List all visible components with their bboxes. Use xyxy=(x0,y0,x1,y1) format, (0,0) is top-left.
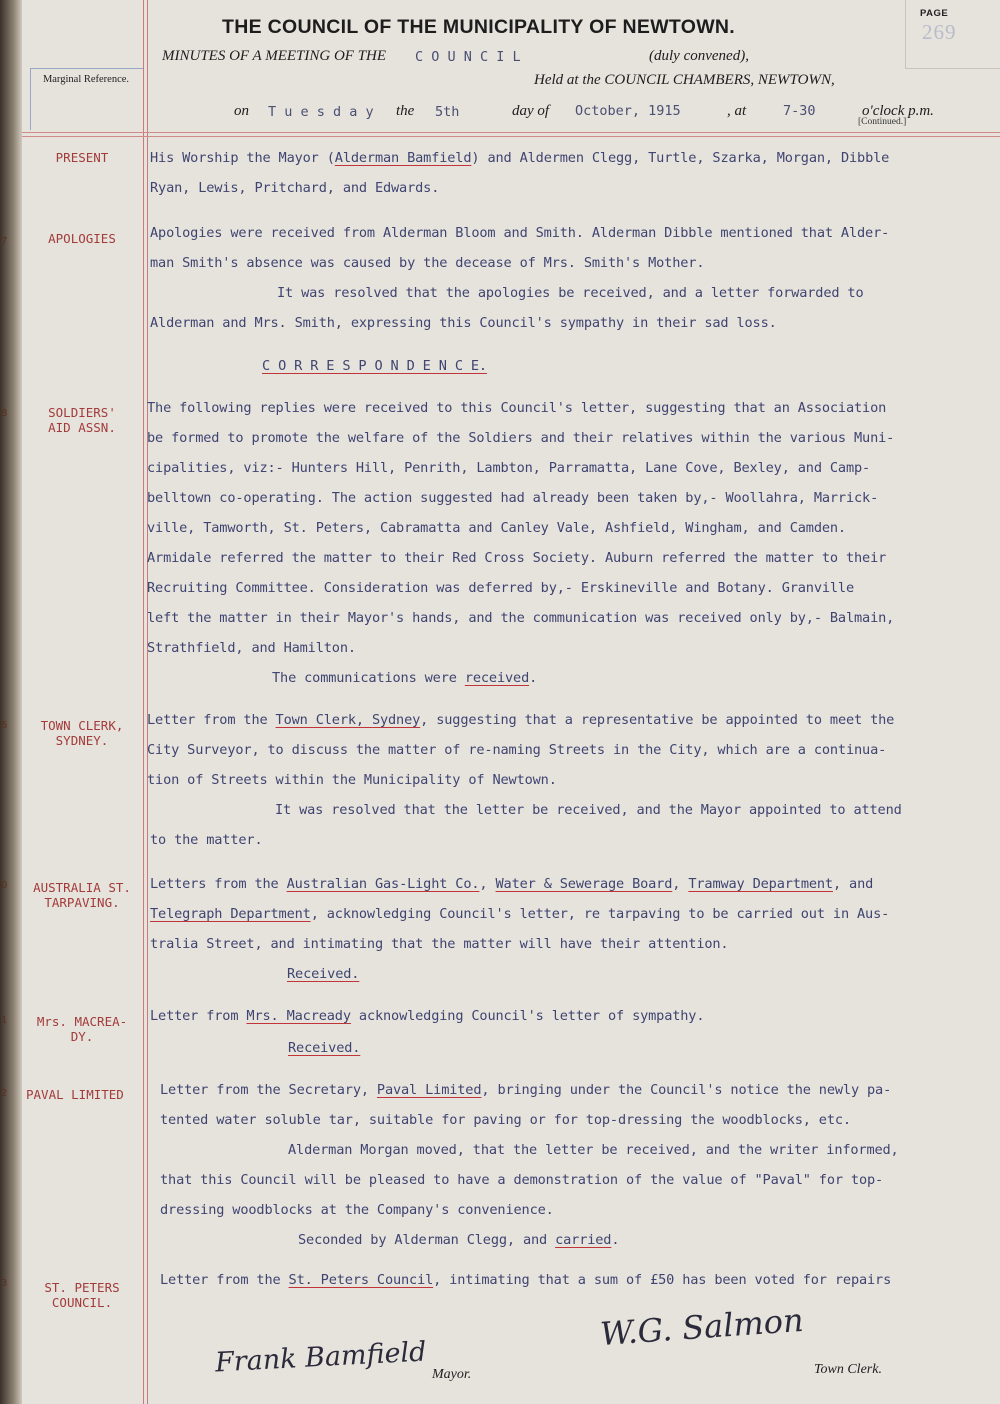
day-number: 5th xyxy=(435,104,460,120)
underlined-name: Tramway Department xyxy=(688,876,833,892)
margin-line: SOLDIERS' xyxy=(48,405,116,420)
underlined-name: St. Peters Council xyxy=(288,1272,434,1288)
underlined-word: carried xyxy=(555,1232,612,1248)
body-line: that this Council will be pleased to have a demonstration of the value of "Paval" for top- xyxy=(160,1172,884,1188)
margin-line: TOWN CLERK, xyxy=(40,718,124,733)
body-line xyxy=(160,1272,891,1288)
margin-line: Mrs. MACREA- xyxy=(36,1014,128,1029)
body-line: ville, Tamworth, St. Peters, Cabramatta and Canley Vale, Ashfield, Wingham, and Camden. xyxy=(147,520,846,536)
text-run: , bringing under the Council's notice the newly pa- xyxy=(481,1082,892,1098)
margin-line: TARPAVING. xyxy=(44,895,120,910)
underlined-word: received xyxy=(464,670,530,686)
text-run: , and xyxy=(832,876,874,892)
margin-line: DY. xyxy=(70,1029,94,1044)
body-line: left the matter in their Mayor's hands, and the communication was received only by,- Balmain, xyxy=(147,610,895,626)
section-heading: C O R R E S P O N D E N C E. xyxy=(262,358,487,374)
margin-line: AID ASSN. xyxy=(48,420,116,435)
margin-australia-st xyxy=(22,880,142,910)
header-rule xyxy=(22,132,1000,133)
text-run: Letter from xyxy=(150,1008,247,1024)
margin-soldiers xyxy=(22,405,142,435)
edge-number: 2 xyxy=(1,1088,8,1099)
body-line xyxy=(160,1082,891,1098)
body-line: Ryan, Lewis, Pritchard, and Edwards. xyxy=(150,180,440,196)
weekday: T u e s d a y xyxy=(268,104,374,120)
margin-line: COUNCIL. xyxy=(51,1295,113,1310)
continued-label: [Continued.] xyxy=(858,117,907,127)
clock-label: o'clock p.m. xyxy=(862,103,934,119)
town-clerk-signature: W.G. Salmon xyxy=(598,1300,805,1354)
body-line: Alderman and Mrs. Smith, expressing this Council's sympathy in their sad loss. xyxy=(150,315,777,331)
margin-rule xyxy=(147,0,148,1404)
mayor-label: Mayor. xyxy=(432,1367,472,1382)
body-line: tralia Street, and intimating that the matter will have their attention. xyxy=(150,936,729,952)
body-line xyxy=(298,1232,619,1248)
underlined-name: Paval Limited xyxy=(376,1082,482,1098)
body-line: tented water soluble tar, suitable for paving or for top-dressing the woodblocks, etc. xyxy=(160,1112,851,1128)
text-run: His Worship the Mayor ( xyxy=(150,150,335,166)
text-run: , intimating that a sum of £50 has been voted for repairs xyxy=(433,1272,892,1288)
body-line: man Smith's absence was caused by the decease of Mrs. Smith's Mother. xyxy=(150,255,705,271)
body-line: tion of Streets within the Municipality of Newtown. xyxy=(147,772,557,788)
body-line xyxy=(147,712,894,728)
margin-paval: PAVAL LIMITED xyxy=(26,1087,124,1102)
body-line: The following replies were received to this Council's letter, suggesting that an Association xyxy=(147,400,887,416)
edge-number: 3 xyxy=(1,1278,8,1289)
on-label: on xyxy=(234,103,249,119)
underlined-name: Telegraph Department xyxy=(150,906,311,922)
body-line: belltown co-operating. The action suggested had already been taken by,- Woollahra, Marrick- xyxy=(147,490,879,506)
header-rule xyxy=(30,68,31,130)
body-line xyxy=(150,876,873,892)
text-run: Letter from the xyxy=(160,1272,289,1288)
underlined-name: Town Clerk, Sydney xyxy=(275,712,421,728)
body-line xyxy=(150,1008,704,1024)
body-line: It was resolved that the letter be received, and the Mayor appointed to attend xyxy=(275,802,902,818)
text-run: ) and Aldermen Clegg, Turtle, Szarka, Morgan, Dibble xyxy=(471,150,890,166)
body-line: City Surveyor, to discuss the matter of re-naming Streets in the City, which are a continua- xyxy=(147,742,887,758)
text-run: Letters from the xyxy=(150,876,287,892)
edge-number: 7 xyxy=(1,236,8,247)
margin-macready xyxy=(22,1014,142,1044)
edge-number: 8 xyxy=(1,408,8,419)
convened: (duly convened), xyxy=(649,48,749,64)
body-line xyxy=(150,906,889,922)
margin-line: ST. PETERS xyxy=(44,1280,120,1295)
town-clerk-label: Town Clerk. xyxy=(814,1362,882,1377)
body-line: Apologies were received from Alderman Bloom and Smith. Alderman Dibble mentioned that Alder- xyxy=(150,225,890,241)
body-line: dressing woodblocks at the Company's convenience. xyxy=(160,1202,554,1218)
body-name: C O U N C I L xyxy=(415,49,521,65)
body-line: to the matter. xyxy=(150,832,263,848)
meeting-time: 7-30 xyxy=(783,103,816,119)
underlined-name: Australian Gas-Light Co. xyxy=(286,876,480,892)
text-run: Seconded by Alderman Clegg, and xyxy=(298,1232,556,1248)
held-at: Held at the COUNCIL CHAMBERS, NEWTOWN, xyxy=(534,72,835,88)
header-rule xyxy=(22,136,1000,137)
body-line xyxy=(150,150,889,166)
text-run: , suggesting that a representative be appointed to meet the xyxy=(420,712,895,728)
margin-line: AUSTRALIA ST. xyxy=(33,880,131,895)
body-line: Recruiting Committee. Consideration was deferred by,- Erskineville and Botany. Granville xyxy=(147,580,855,596)
minutes-prefix: MINUTES OF A MEETING OF THE xyxy=(162,48,387,64)
text-run: , acknowledging Council's letter, re tarpaving to be carried out in Aus- xyxy=(310,906,890,922)
text-run: Letter from the Secretary, xyxy=(160,1082,377,1098)
text-run: . xyxy=(611,1232,620,1248)
underlined-name: Alderman Bamfield xyxy=(334,150,472,166)
text-run: The communications were xyxy=(272,670,465,686)
body-line: Alderman Morgan moved, that the letter be received, and the writer informed, xyxy=(288,1142,899,1158)
margin-present: PRESENT xyxy=(55,150,109,165)
day-of-label: day of xyxy=(512,103,550,119)
month-year: October, 1915 xyxy=(575,103,681,119)
margin-line: SYDNEY. xyxy=(55,733,109,748)
text-run: , xyxy=(672,876,689,892)
the-label: the xyxy=(396,103,415,119)
margin-town-clerk xyxy=(22,718,142,748)
text-run: . xyxy=(529,670,538,686)
edge-number: 6 xyxy=(1,720,8,731)
text-run: Letter from the xyxy=(147,712,276,728)
at-label: , at xyxy=(727,103,747,119)
marginal-reference: Marginal Reference. xyxy=(42,74,130,85)
text-run: acknowledging Council's letter of sympathy. xyxy=(350,1008,705,1024)
received-note: Received. xyxy=(287,966,360,982)
page-label: PAGE xyxy=(920,8,949,19)
page-number: 269 xyxy=(922,20,957,44)
underlined-name: Water & Sewerage Board xyxy=(495,876,673,892)
header-rule xyxy=(30,68,143,69)
body-line: It was resolved that the apologies be received, and a letter forwarded to xyxy=(277,285,864,301)
body-line: be formed to promote the welfare of the Soldiers and their relatives within the various Muni- xyxy=(147,430,895,446)
received-note: Received. xyxy=(288,1040,361,1056)
page-title: THE COUNCIL OF THE MUNICIPALITY OF NEWTOWN. xyxy=(222,16,736,38)
body-line: Strathfield, and Hamilton. xyxy=(147,640,356,656)
margin-st-peters xyxy=(22,1280,142,1310)
body-line xyxy=(272,670,537,686)
body-line: cipalities, viz:- Hunters Hill, Penrith, Lambton, Parramatta, Lane Cove, Bexley, and Camp- xyxy=(147,460,871,476)
body-line: Armidale referred the matter to their Red Cross Society. Auburn referred the matter to their xyxy=(147,550,887,566)
text-run: , xyxy=(479,876,496,892)
binding-edge xyxy=(0,0,22,1404)
margin-apologies: APOLOGIES xyxy=(48,231,116,246)
margin-rule xyxy=(143,0,144,1404)
edge-number: 0 xyxy=(1,880,8,891)
underlined-name: Mrs. Macready xyxy=(246,1008,351,1024)
mayor-signature: Frank Bamfield xyxy=(214,1336,428,1379)
edge-number: 1 xyxy=(1,1015,8,1026)
